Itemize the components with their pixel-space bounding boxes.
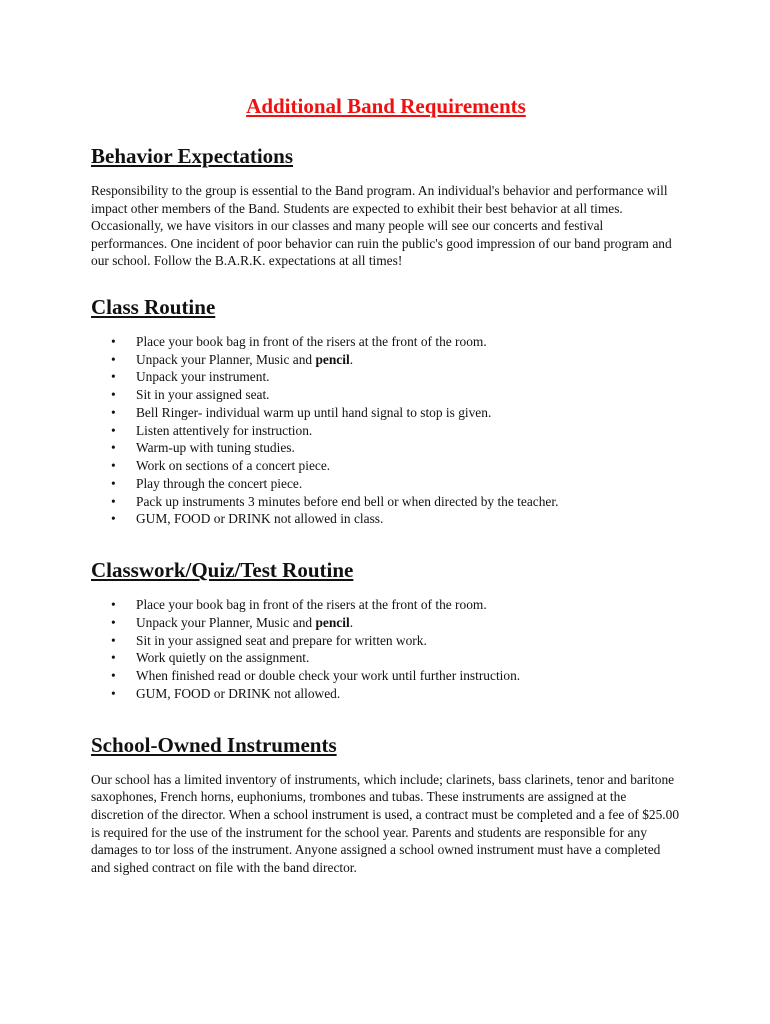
bullet-icon: • <box>111 458 116 474</box>
list-item <box>91 404 681 422</box>
class-routine-list <box>91 333 681 528</box>
classwork-routine-heading: Classwork/Quiz/Test Routine <box>91 558 354 583</box>
list-item-suffix: . <box>349 351 354 367</box>
list-item-text: Bell Ringer- individual warm up until hand signal to stop is given. <box>136 404 492 420</box>
instruments-paragraph: Our school has a limited inventory of instruments, which include; clarinets, bass clarinets, tenor and baritone saxophones, French horns, euphoniums, trombones and tubas. These instruments are assigned at the discretion of the director. When a school instrument is used, a contract must be completed and a fee of $25.00 is required for the use of the instrument for the school year. Parents and students are responsible for any damages to tor loss of the instrument. Anyone assigned a school owned instrument must have a completed and sighed contract on file with the band director. <box>91 771 680 875</box>
list-item <box>91 422 681 440</box>
bullet-icon: • <box>111 614 116 630</box>
bullet-icon: • <box>111 369 116 385</box>
list-item-text: Unpack your Planner, Music and <box>136 351 316 367</box>
bullet-icon: • <box>111 493 116 509</box>
list-item <box>91 685 681 703</box>
list-item <box>91 457 681 475</box>
list-item-text: Play through the concert piece. <box>136 475 303 491</box>
list-item <box>91 493 681 511</box>
behavior-paragraph: Responsibility to the group is essential to the Band program. An individual's behavior and performance will impact other members of the Band. Students are expected to exhibit their best behavior at all times. Occasionally, we have visitors in our classes and many people will see our concerts and festival performances. One incident of poor behavior can ruin the public's good impression of our band program and our school. Follow the B.A.R.K. expectations at all times! <box>91 183 672 269</box>
list-item-text: Unpack your instrument. <box>136 369 270 385</box>
list-item <box>91 386 681 404</box>
bullet-icon: • <box>111 511 116 527</box>
list-item <box>91 439 681 457</box>
list-item <box>91 614 681 632</box>
list-item-text: Warm-up with tuning studies. <box>136 440 295 456</box>
list-item-text: Work on sections of a concert piece. <box>136 458 331 474</box>
list-item-text: GUM, FOOD or DRINK not allowed. <box>136 685 341 701</box>
list-item <box>91 351 681 369</box>
list-item-text: When finished read or double check your work until further instruction. <box>136 668 521 684</box>
bullet-icon: • <box>111 632 116 648</box>
bullet-icon: • <box>111 650 116 666</box>
list-item-text: Pack up instruments 3 minutes before end bell or when directed by the teacher. <box>136 493 559 509</box>
document-page <box>91 92 681 876</box>
list-item-suffix: . <box>349 614 354 630</box>
list-item-text: Listen attentively for instruction. <box>136 422 313 438</box>
bullet-icon: • <box>111 440 116 456</box>
list-item <box>91 649 681 667</box>
instruments-heading: School-Owned Instruments <box>91 732 337 757</box>
list-item <box>91 333 681 351</box>
bullet-icon: • <box>111 333 116 349</box>
list-item <box>91 475 681 493</box>
bullet-icon: • <box>111 422 116 438</box>
bullet-icon: • <box>111 475 116 491</box>
bullet-icon: • <box>111 597 116 613</box>
list-item-text: Sit in your assigned seat. <box>136 387 270 403</box>
list-item-text: Place your book bag in front of the risers at the front of the room. <box>136 597 487 613</box>
list-item <box>91 368 681 386</box>
bullet-icon: • <box>111 668 116 684</box>
class-routine-heading: Class Routine <box>91 294 216 319</box>
list-item <box>91 596 681 614</box>
behavior-heading: Behavior Expectations <box>91 144 294 168</box>
bullet-icon: • <box>111 351 116 367</box>
list-item <box>91 632 681 650</box>
classwork-routine-list <box>91 596 681 703</box>
list-item-text: Sit in your assigned seat and prepare for written work. <box>136 632 427 648</box>
bullet-icon: • <box>111 685 116 701</box>
list-item-bold-text: pencil <box>315 614 350 630</box>
list-item-text: GUM, FOOD or DRINK not allowed in class. <box>136 511 384 527</box>
list-item <box>91 667 681 685</box>
list-item-bold-text: pencil <box>315 351 350 367</box>
list-item-text: Work quietly on the assignment. <box>136 650 310 666</box>
list-item-text: Unpack your Planner, Music and <box>136 614 316 630</box>
bullet-icon: • <box>111 404 116 420</box>
bullet-icon: • <box>111 387 116 403</box>
list-item-text: Place your book bag in front of the risers at the front of the room. <box>136 333 487 349</box>
document-title: Additional Band Requirements <box>246 94 526 118</box>
list-item <box>91 510 681 528</box>
